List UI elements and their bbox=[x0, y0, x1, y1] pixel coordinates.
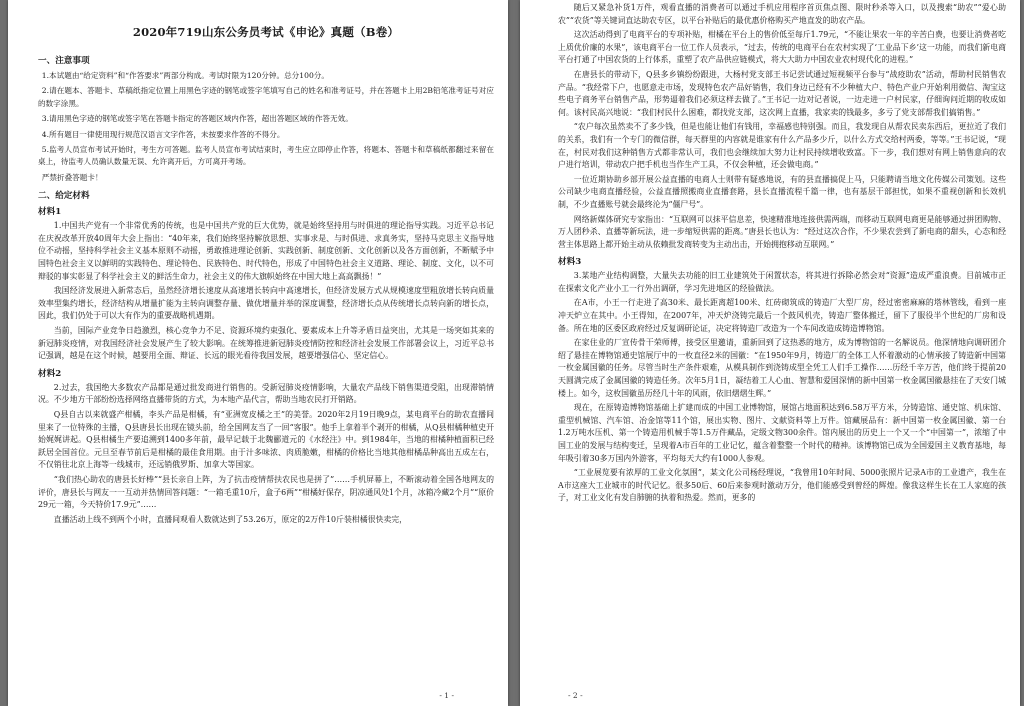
note-item: 5.监考人员宣布考试开始时，考生方可答题。监考人员宣布考试结束时，考生应立即停止作答，将题本、答题卡和草稿纸都翻过来留在桌上，待监考人员确认数量无误、允许离开后，方可离开考场。 bbox=[38, 145, 494, 167]
paragraph: “我们热心助农的唐县长好棒”“县长亲自上阵，为了抗击疫情帮扶农民也是拼了”……手机屏幕上，不断滚动着全国各地网友的评价，唐县长与网友一一互动并热情回答问题：“一箱毛重10斤，盒子6两”“柑橘好保存，阴凉通风处1个月，冰箱冷藏2个月”“原价29元一箱，今天特价17.9元”…… bbox=[38, 474, 494, 510]
material-heading: 材料2 bbox=[38, 368, 62, 379]
note-item: 1.本试题由“给定资料”和“作答要求”两部分构成。考试时限为120分钟。总分100分。 bbox=[41, 71, 329, 80]
note-item: 3.请用黑色字迹的钢笔或签字笔在答题卡指定的答题区域内作答，超出答题区域的作答无效。 bbox=[41, 114, 353, 124]
material-heading: 材料3 bbox=[558, 257, 582, 268]
paragraph: 网络新媒体研究专家指出：“互联网可以抹平信息差，快速精准地连接供需两端，而移动互联网电商更是能够通过拼团购物、万人团秒杀、直播等新玩法，进一步缩短供需的距离。”唐县长也认为：“经过这次合作，不少果农尝到了新电商的甜头，心态和经营主体思路上都开始主动从依赖批发商转变为主动出击，开始拥抱移动互联网。” bbox=[558, 214, 1006, 249]
paragraph: 我国经济发展进入新常态后，虽然经济增长速度从高速增长转向中高速增长，但经济发展方式从规模速度型粗放增长转向质量效率型集约增长，经济结构从增量扩能为主转向调整存量、做优增量并举的深度调整，经济增长点从传统增长点转向新的增长点，因此，我们仍处于可以大有作为的重要战略机遇期。 bbox=[38, 286, 494, 321]
document-title: 2020年719山东公务员考试《申论》真题（B卷） bbox=[132, 25, 400, 39]
paragraph: 3.某地产业结构调整，大量失去功能的旧工业建筑处于闲置状态，将其进行拆除必然会对“资源”造成严重浪费。目前城市正在探索文化产业小工一行外出调研，学习先进地区的经验做法。 bbox=[558, 271, 1006, 293]
note-item: 严禁折叠答题卡！ bbox=[41, 172, 103, 182]
section-heading-notes: 一、注意事项 bbox=[38, 56, 90, 66]
paragraph: 在家住业的厂宣传骨干荣师傅，接受区里邀请，重新回到了这热悉的地方，成为博物馆的一名解说员。他深情地向调研团介绍了悬挂在博物馆通史馆展厅中的一枚直径2米的国徽：“在1950年9月，铸造厂的全体工人怀着激动的心情承接了铸造新中国第一枚金属国徽的任务。尽管当时生产条件艰难，从模具制作到浇铸成型全凭工人们手工操作……历经千辛万苦，他们终于提前20天圆满完成了金属国徽的铸造任务。次年5月1日，凝结着工人心血、智慧和爱国深情的新中国第一枚金属国徽悬挂在了天安门城楼上。如今，这枚国徽虽历经几十年的风雨，依旧熠熠生辉。” bbox=[558, 338, 1006, 398]
paragraph: 现在，在原铸造博物馆基础上扩建而成的中国工业博物馆，展馆占地面积达到6.58万平方米，分铸造馆、通史馆、机床馆、重型机械馆、汽车馆、冶金馆等11个馆，展出实物、图片、文献资料等上万件。馆藏展品有：新中国第一枚金属国徽、第一台1.2万吨水压机、第一个铸造用机械手等1.5万件藏品，定级文物300余件。馆内展出的历史上一个又一个“中国第一”，浓缩了中国工业的发展与结构变迁，呈现着A市百年的工业记忆，蕴含着整整一个时代的精神。该博物馆已成为全国爱国主义教育基地，每年吸引着30多万国内外游客，平均每天大约有1000人参观。 bbox=[558, 403, 1006, 463]
paragraph: 一位近期协助乡部开展公益直播的电商人士则带有疑惑地说，有的县直播搞促上马，只能聘请当地文化传媒公司策划。这些公司缺少电商直播经验，公益直播照搬商业直播套路，县长直播流程千篇一律，也有基层干部担忧，如果不重视创新和长效机制，不少直播账号就会最终沦为“僵尸号”。 bbox=[558, 174, 1006, 209]
paragraph: 在唐县长的带动下，Q县多乡镇纷纷跟进，大杨村党支部王书记尝试通过短视频平台参与“战疫助农”活动，帮助村民销售农产品。“我经常下户，也愿意走市场，发现特色农产品好销售，我们身边已经有不少种植大户、特色产业户开始利用微信、淘宝这些电子商务平台销售产品，形势逼着我们必须这样去做了。”王书记一边对记者说，一边走进一户村民家，仔细询问近期的收成如何。该村民高兴地说：“我们村民什么困难，都找党支部，这次网上直播，我家卖的钱最多，多亏了党支部帮我们搞销售。” bbox=[558, 69, 1006, 117]
paragraph: “农户每次虽然卖不了多少钱，但是也能让他们有钱用，幸福感也特别强。而且，我发现自从帮农民卖东西后，更拉近了我们的关系，我们有一个专门的微信群，每天群里的内容就是谁家有什么产品多少斤，以什么方式交给村两委，等等。”王书记说，“现在，村民对我们这种销售方式都非常认可，我们也会继续加大努力让村民持续增收致富。下一步，我们想对有网上销售意向的农户进行培训，带动农户把手机也当作生产工具，不仅会种植，还会做电商。” bbox=[558, 122, 1006, 170]
section-heading-materials: 二、给定材料 bbox=[38, 191, 90, 202]
page-2 bbox=[520, 0, 1020, 706]
material-heading: 材料1 bbox=[38, 207, 62, 218]
paragraph: Q县自古以来就盛产柑橘，李头产品是柑橘，有“亚洲宽皮橘之王”的美誉。2020年2月19日晚9点，某电商平台的助农直播间里来了一位特殊的主播，Q县唐县长出现在镜头前，给全国网友当了一回“客服”。他手上拿着半个剥开的柑橘，从Q县柑橘种植史开始娓娓讲起。Q县柑橘生产要追溯到1400多年前，最早记载于北魏郦道元的《水经注》中。到1984年，当地的柑橘种植面积已经跃居全国首位。元旦至春节前后是柑橘的最佳食用期。由于汁多味浓、肉质脆嫩，柑橘的价格比当地其他柑橘品种高出五成左右，不仅销往北京上海等一线城市，还远销俄罗斯、加拿大等国家。 bbox=[38, 409, 494, 470]
paragraph: 2.过去，我国绝大多数农产品都是通过批发商进行销售的。受新冠肺炎疫情影响，大量农产品线下销售渠道受阻，出现滞销情况。不少地方干部纷纷选择网络直播带货的方式，为本地产品代言，帮助当地农民打开销路。 bbox=[38, 382, 494, 405]
paragraph: 直播活动上线不到两个小时，直播间观看人数就达到了53.26万，原定的2万件10斤装柑橘很快卖完， bbox=[53, 514, 408, 524]
paragraph: 当前，国际产业竞争日趋激烈，核心竞争力不足、资源环境约束强化、要素成本上升等矛盾日益突出，尤其是一场突如其来的新冠肺炎疫情，对我国经济社会发展产生了较大影响。在统筹推进新冠肺炎疫情防控和经济社会发展工作部署会议上，习近平总书记强调，越是在这个时候，越要用全面、辩证、长远的眼光看待我国发展，越要增强信心、坚定信心。 bbox=[38, 326, 494, 361]
note-item: 2.请在题本、答题卡、草稿纸指定位置上用黑色字迹的钢笔或签字笔填写自己的姓名和准考证号，并在答题卡上用2B铅笔准考证号对应的数字涂黑。 bbox=[38, 86, 494, 108]
paragraph: 随后又紧急补货1万件，观看直播的消费者可以通过手机应用程序首页焦点图、限时秒杀等入口，以及搜索“助农”“爱心助农”“农货”等关键词直达助农专区，以平台补贴后的最优惠价格购买产地直发的助农产品。 bbox=[558, 3, 1006, 25]
page-number: - 1 - bbox=[439, 691, 454, 700]
note-item: 4.所有题目一律使用现行规范汉语言文字作答，未按要求作答的不得分。 bbox=[41, 129, 285, 139]
page-1 bbox=[8, 0, 508, 706]
page-number: - 2 - bbox=[568, 691, 583, 700]
paragraph: 1.中国共产党有一个非常优秀的传统，也是中国共产党的巨大优势，就是始终坚持用与时俱进的理论指导实践。习近平总书记在庆祝改革开放40周年大会上指出：“40年来，我们始终坚持解放思想、实事求是、与时俱进、求真务实，坚持马克思主义指导地位不动摇，坚持科学社会主义基本原则不动摇，勇敢推进理论创新、实践创新、制度创新、文化创新以及各方面创新，不断赋予中国特色社会主义以鲜明的实践特色、理论特色、民族特色、时代特色，形成了中国特色社会主义道路、理论、制度、文化，以不可辩驳的事实彰显了科学社会主义的鲜活生命力，社会主义的伟大旗帜始终在中国大地上高高飘扬！” bbox=[38, 221, 494, 281]
paragraph: “工业展览要有浓厚的工业文化氛围”，某文化公司杨经理说，“我曾用10年时间、5000张照片记录A市的工业遗产，我生在A市这座大工业城市的时代记忆。很多50后、60后来参观时激动万分，他们能感受到曾经的辉煌。像我这样生长在工人家庭的孩子，对工业文化有发自肺腑的执着和热爱。然而，更多的 bbox=[558, 468, 1006, 503]
paragraph: 在A市，小王一行走进了高30米、最长距离超100米、红砖砌筑成的铸造厂大型厂房，经过密密麻麻的塔林管线，看到一座冲天炉立在其中。小王得知，在2007年，冲天炉浇铸完最后一个鼓风机壳，铸造厂整体搬迁，留下了服役半个世纪的厂房和设备。所在地的区委区政府经过反复调研论证，决定将铸造厂改造为一个车间改造成铸造博物馆。 bbox=[558, 298, 1006, 333]
paragraph: 这次活动得到了电商平台的专项补贴，柑橘在平台上的售价低至每斤1.79元，“不能让果农一年的辛苦白费，也要让消费者吃上质优价廉的水果”，该电商平台一位工作人员表示，“过去，传统的电商平台在农村实现了‘工业品下乡’这一功能，而我们新电商平台打通了中国农货的上行体系，重塑了农产品供应链模式，将大大助力中国农业农村现代化的进程。” bbox=[558, 30, 1006, 65]
